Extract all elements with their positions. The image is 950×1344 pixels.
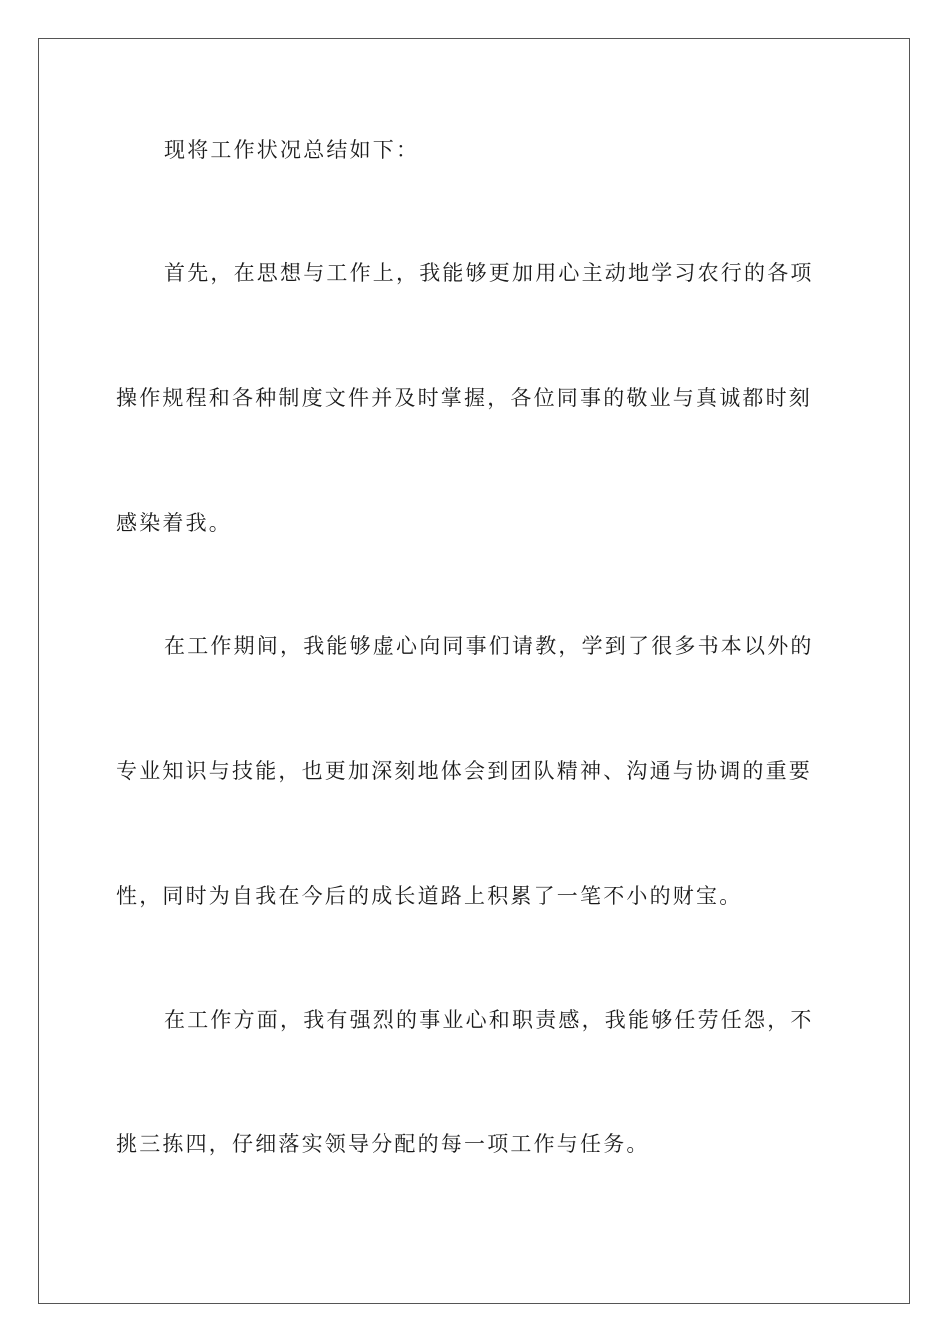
paragraph-line: 操作规程和各种制度文件并及时掌握，各位同事的敬业与真诚都时刻 bbox=[116, 386, 812, 410]
paragraph-line: 挑三拣四，仔细落实领导分配的每一项工作与任务。 bbox=[116, 1132, 650, 1156]
paragraph-line: 在工作期间，我能够虚心向同事们请教，学到了很多书本以外的 bbox=[164, 634, 814, 658]
paragraph-line: 感染着我。 bbox=[116, 511, 232, 535]
paragraph-line: 现将工作状况总结如下： bbox=[164, 138, 420, 162]
page-frame bbox=[38, 38, 910, 1304]
paragraph-line: 专业知识与技能，也更加深刻地体会到团队精神、沟通与协调的重要 bbox=[116, 759, 812, 783]
paragraph-line: 性，同时为自我在今后的成长道路上积累了一笔不小的财宝。 bbox=[116, 884, 743, 908]
paragraph-line: 在工作方面，我有强烈的事业心和职责感，我能够任劳任怨，不 bbox=[164, 1008, 814, 1032]
paragraph-line: 首先，在思想与工作上，我能够更加用心主动地学习农行的各项 bbox=[164, 261, 814, 285]
